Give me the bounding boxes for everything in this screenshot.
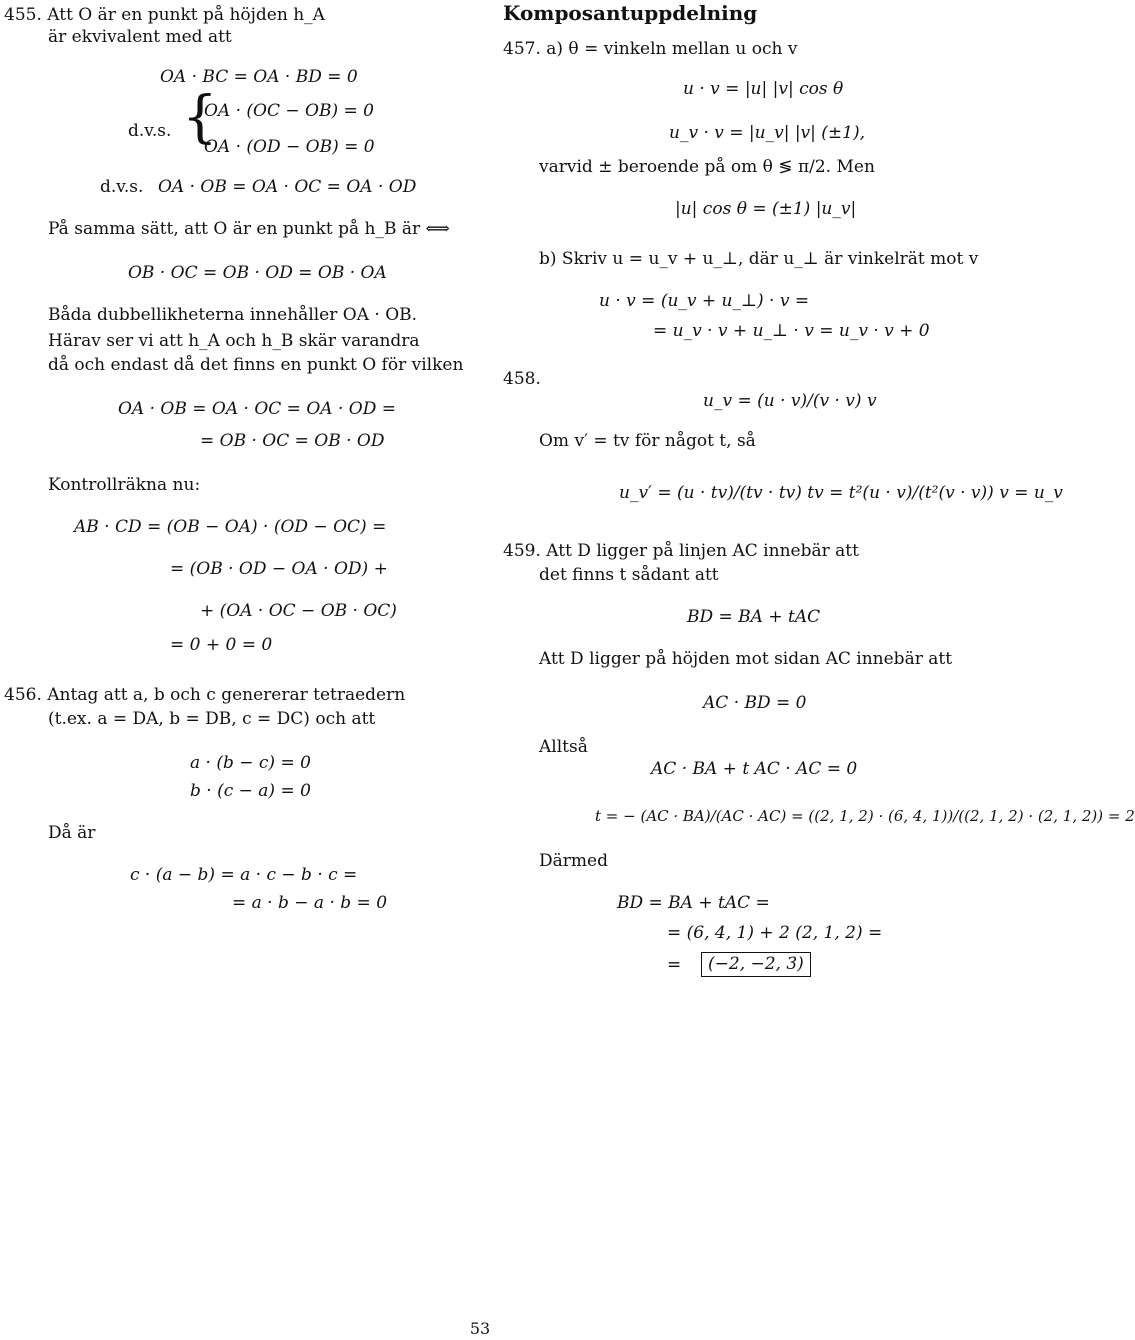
answer-box: (−2, −2, 3) [701,952,811,977]
p455-eq-7: = OB · OC = OB · OD [200,431,385,451]
p456-eq-2: b · (c − a) = 0 [190,781,311,801]
p459-text-3: Att D ligger på höjden mot sidan AC innebär att [539,649,953,669]
page-number: 53 [469,1319,491,1338]
check-eq-2: = (OB · OD − OA · OD) + [170,559,388,579]
p456-eq-1: a · (b − c) = 0 [190,753,311,773]
check-label: Kontrollräkna nu: [48,475,201,495]
p459-darmed: Därmed [539,851,608,871]
p455-eq-4: OA · OB = OA · OC = OA · OD [158,177,417,197]
p457-eq-4: u · v = (u_v + u_⊥) · v = [599,291,810,311]
p455-intro-1: 455. Att O är en punkt på höjden h_A [4,5,325,25]
p455-text-4: då och endast då det finns en punkt O för vilken [48,355,464,375]
check-eq-1: AB · CD = (OB − OA) · (OD − OC) = [74,517,387,537]
p457-eq-6: u_v = (u · v)/(v · v) v [703,391,877,411]
p456-text-2: (t.ex. a = DA, b = DB, c = DC) och att [48,709,376,729]
check-eq-4: = 0 + 0 = 0 [170,635,273,655]
p459-eq-4: t = − (AC · BA)/(AC · AC) = ((2, 1, 2) · (6, 4, 1))/((2, 1, 2) · (2, 1, 2)) = 2 [595,807,1135,825]
p455-eq-6: OA · OB = OA · OC = OA · OD = [118,399,396,419]
p459-alltsa: Alltså [539,737,588,757]
p459-text-1: 459. Att D ligger på linjen AC innebär att [503,541,859,561]
p458-eq-1: u_v′ = (u · tv)/(tv · tv) tv = t²(u · v)/(t²(v · v)) v = u_v [619,483,1063,503]
p456-eq-4: = a · b − a · b = 0 [232,893,388,913]
p457-eq-2: u_v · v = |u_v| |v| (±1), [669,123,866,143]
p458-num: 458. [503,369,541,389]
p457-eq-5: = u_v · v + u_⊥ · v = u_v · v + 0 [653,321,930,341]
p459-eq-3: AC · BA + t AC · AC = 0 [651,759,858,779]
p455-intro-2: är ekvivalent med att [48,27,232,47]
left-brace: { [182,85,218,150]
p459-eq-7-prefix: = [667,955,682,975]
p459-eq-2: AC · BD = 0 [703,693,807,713]
p455-eq-1: OA · BC = OA · BD = 0 [160,67,358,87]
p458-text-1: Om v′ = tv för något t, så [539,431,756,451]
p455-text-3: Härav ser vi att h_A och h_B skär varandra [48,331,420,351]
p457-text-2: varvid ± beroende på om θ ≶ π/2. Men [539,157,875,177]
p459-eq-6: = (6, 4, 1) + 2 (2, 1, 2) = [667,923,883,943]
p456-text-1: 456. Antag att a, b och c genererar tetraedern [4,685,406,705]
p459-text-2: det finns t sådant att [539,565,719,585]
p456-eq-3: c · (a − b) = a · c − b · c = [130,865,358,885]
p455-dvs-1: d.v.s. [128,121,172,141]
p457-text-1: 457. a) θ = vinkeln mellan u och v [503,39,798,59]
section-heading: Komposantuppdelning [503,1,758,25]
p457-eq-1: u · v = |u| |v| cos θ [683,79,844,99]
p455-dvs-2: d.v.s. [100,177,144,197]
p455-eq-5: OB · OC = OB · OD = OB · OA [128,263,387,283]
check-eq-3: + (OA · OC − OB · OC) [200,601,397,621]
p455-eq-2: OA · (OC − OB) = 0 [204,101,374,121]
p457-eq-3: |u| cos θ = (±1) |u_v| [675,199,857,219]
p455-text-1: På samma sätt, att O är en punkt på h_B är ⟺ [48,219,450,239]
p456-da-ar: Då är [48,823,96,843]
p459-eq-5: BD = BA + tAC = [617,893,770,913]
p455-text-2: Båda dubbellikheterna innehåller OA · OB. [48,305,418,325]
p455-eq-3: OA · (OD − OB) = 0 [204,137,375,157]
p457-text-3: b) Skriv u = u_v + u_⊥, där u_⊥ är vinkelrät mot v [539,249,979,269]
p459-eq-1: BD = BA + tAC [687,607,821,627]
